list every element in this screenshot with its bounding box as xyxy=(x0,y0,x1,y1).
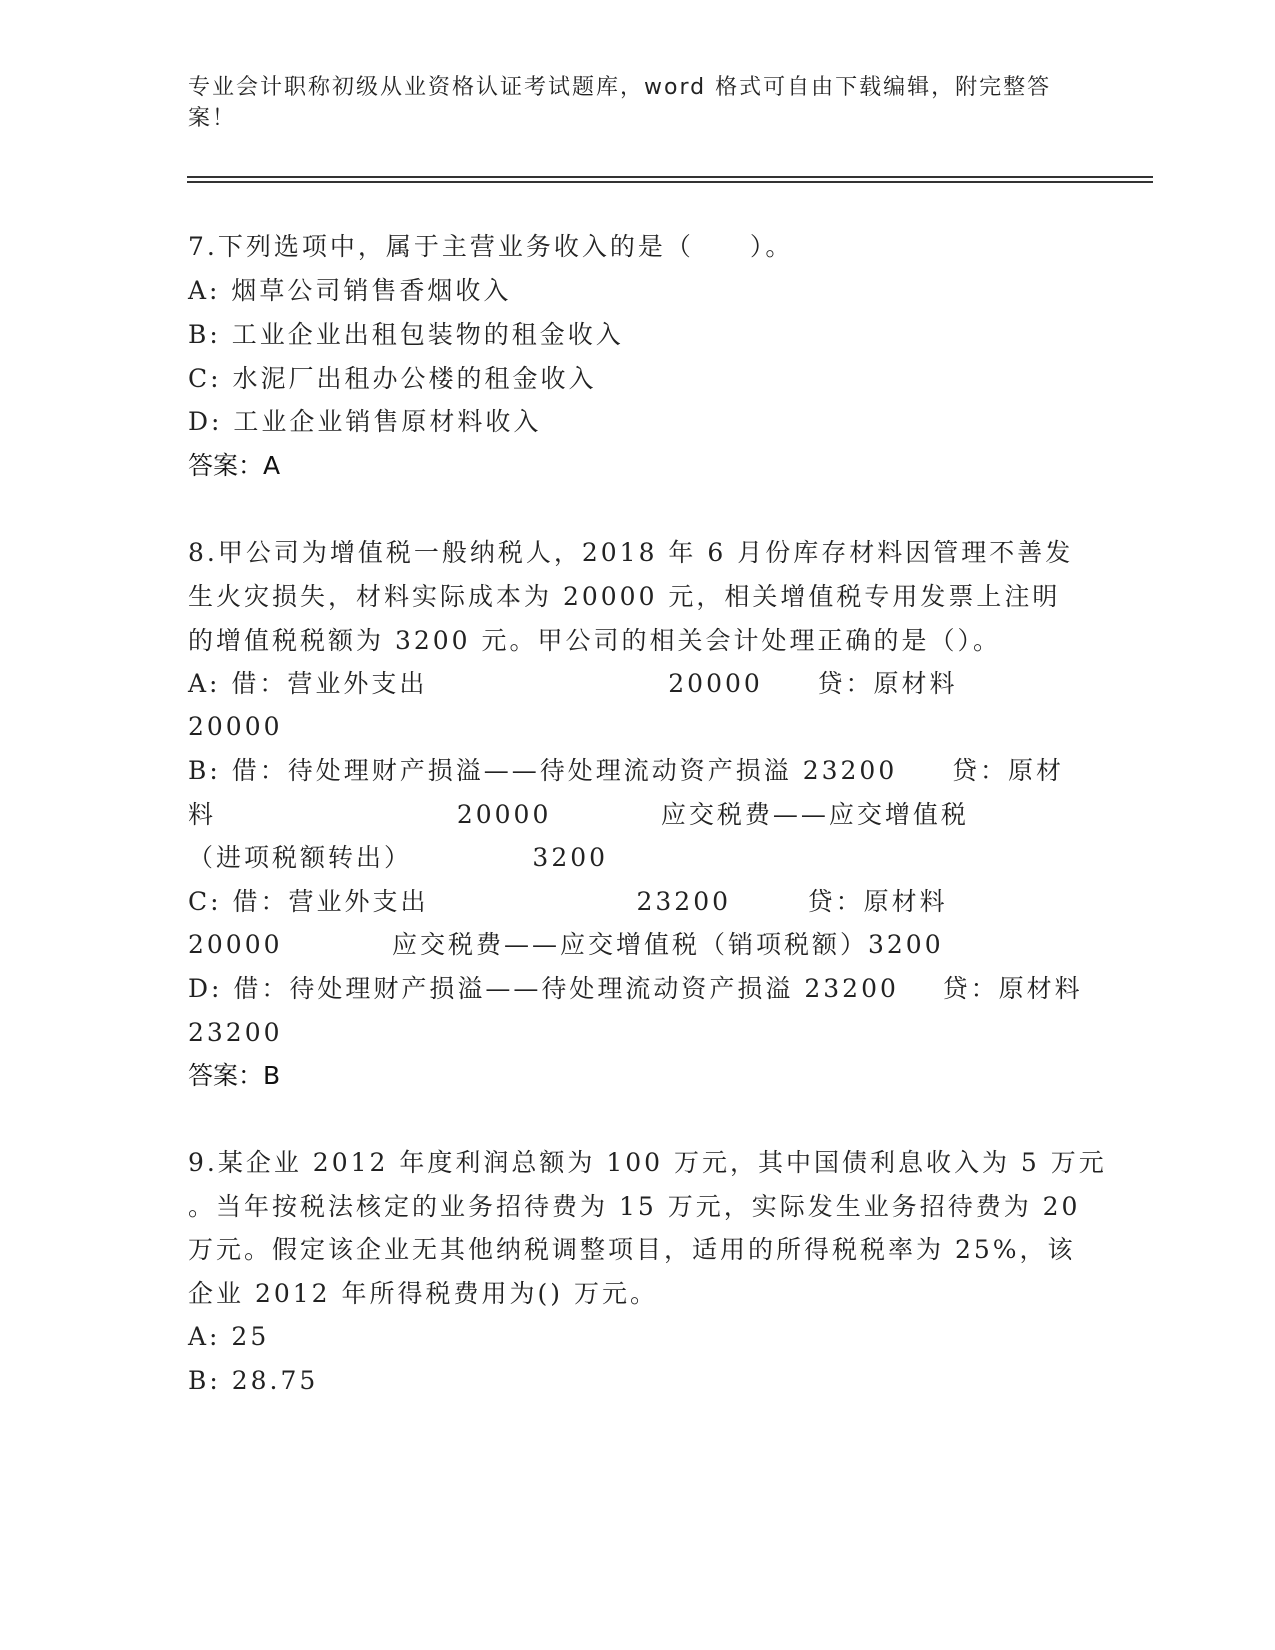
question-9-stem-line-3: 万元。假定该企业无其他纳税调整项目，适用的所得税税率为 25%，该 xyxy=(188,1235,1076,1264)
question-8-stem-line-2: 生火灾损失，材料实际成本为 20000 元，相关增值税专用发票上注明 xyxy=(188,582,1061,611)
question-9-option-b: B: 28.75 xyxy=(188,1366,319,1395)
question-8-option-c-line-2: 20000 应交税费——应交增值税（销项税额）3200 xyxy=(188,930,944,959)
question-9-option-a: A: 25 xyxy=(188,1322,270,1351)
question-8-option-a-line-1: A: 借：营业外支出 20000 贷：原材料 xyxy=(188,669,958,698)
header-divider-bottom xyxy=(187,181,1153,183)
question-8-option-c-line-1: C: 借：营业外支出 23200 贷：原材料 xyxy=(188,887,948,916)
question-7-stem: 7.下列选项中，属于主营业务收入的是（ ）。 xyxy=(188,232,794,261)
question-8-option-d-line-2: 23200 xyxy=(188,1018,283,1047)
question-8-answer: 答案：B xyxy=(188,1061,281,1090)
question-7-option-a: A: 烟草公司销售香烟收入 xyxy=(188,276,512,305)
question-9-stem-line-4: 企业 2012 年所得税费用为() 万元。 xyxy=(188,1279,658,1308)
question-8-option-d-line-1: D: 借：待处理财产损溢——待处理流动资产损溢 23200 贷：原材料 xyxy=(188,974,1083,1003)
question-8-option-a-line-2: 20000 xyxy=(188,712,283,741)
question-7-option-d: D: 工业企业销售原材料收入 xyxy=(188,407,542,436)
question-8-stem-line-3: 的增值税税额为 3200 元。甲公司的相关会计处理正确的是（）。 xyxy=(188,626,1002,655)
question-8-option-b-line-1: B: 借：待处理财产损溢——待处理流动资产损溢 23200 贷：原材 xyxy=(188,756,1064,785)
document-header: 专业会计职称初级从业资格认证考试题库，word 格式可自由下载编辑，附完整答案！ xyxy=(188,75,1052,131)
question-8-stem-line-1: 8.甲公司为增值税一般纳税人，2018 年 6 月份库存材料因管理不善发 xyxy=(188,538,1074,567)
question-8-option-b-line-2: 料 20000 应交税费——应交增值税 xyxy=(188,800,969,829)
question-7-option-b: B: 工业企业出租包装物的租金收入 xyxy=(188,320,624,349)
question-9-stem-line-1: 9.某企业 2012 年度利润总额为 100 万元，其中国债利息收入为 5 万元 xyxy=(188,1148,1107,1177)
question-7-option-c: C: 水泥厂出租办公楼的租金收入 xyxy=(188,364,597,393)
header-divider-top xyxy=(187,176,1153,178)
question-9-stem-line-2: 。当年按税法核定的业务招待费为 15 万元，实际发生业务招待费为 20 xyxy=(188,1192,1081,1221)
question-7-answer: 答案：A xyxy=(188,451,281,480)
question-8-option-b-line-3: （进项税额转出） 3200 xyxy=(188,843,609,872)
